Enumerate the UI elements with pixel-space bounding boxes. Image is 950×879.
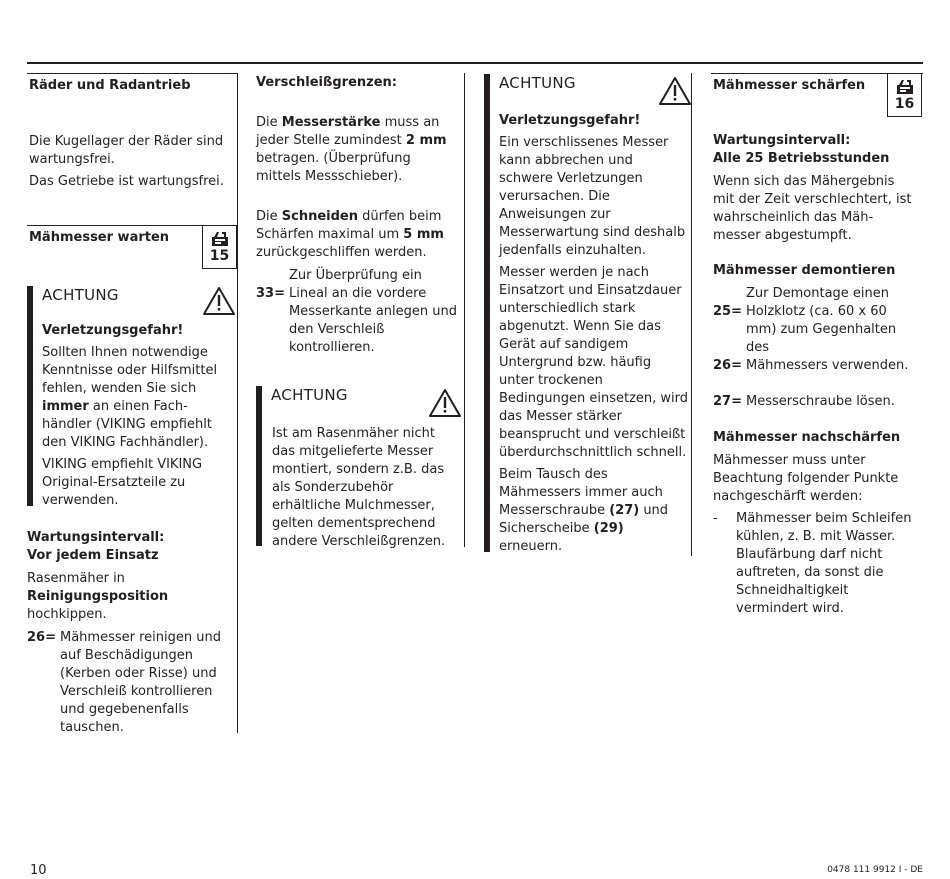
warning-text [499,466,689,556]
warning-subheading: Verletzungsgefahr! [42,323,184,338]
step-number: 26= [27,630,56,645]
col1-text-a [29,133,237,191]
text-run-bold: Reinigungsposition [27,589,169,604]
section-rule [27,73,237,74]
warning-body [42,322,228,510]
text-run: hochkippen. [27,607,107,622]
step-number: 33= [256,286,285,301]
text-run: Sollten Ihnen notwendige Kenntnisse oder Hilfsmittel fehlen, wenden Sie sich [42,345,218,396]
warning-box-col1 [27,286,237,506]
divider-col1 [237,73,238,733]
paragraph: Wenn sich das Mähergebnis mit der Zeit verschlechtert, ist wahrscheinlich das Mäh-messer abgestumpft. [713,174,912,243]
step-text: Mähmessers verwenden. [746,358,909,373]
step-lead: Zur Demontage einen [746,286,890,301]
text-run-bold: Vor jedem Einsatz [27,548,159,563]
text-run-bold: 2 mm [405,133,447,148]
text-run: und Sicherscheibe [499,503,669,536]
text-run: muss an jeder Stelle zumindest [256,115,440,148]
paragraph: Die Kugellager der Räder sind wartungsfrei. [29,134,224,167]
step-27 [713,393,918,411]
paragraph: Das Getriebe ist wartungsfrei. [29,174,224,189]
step-text: Holzklotz (ca. 60 x 60 mm) zum Gegenhalten des [746,304,897,355]
text-run-bold: Wartungsintervall: [27,530,165,545]
warning-text [42,344,228,452]
top-rule [27,62,923,64]
section-title-maehmesser-schaerfen: Mähmesser schärfen [713,78,866,93]
tools-icon [895,79,915,95]
step-number: 26= [713,358,742,373]
bullet-dash: - [713,511,718,526]
tool-badge-15 [202,225,237,269]
text-run: Rasenmäher in [27,571,125,586]
warning-triangle-icon [658,76,692,106]
text-run: zurückgeschliffen werden. [256,245,427,260]
warning-heading: ACHTUNG [42,286,119,304]
badge-number: 15 [209,248,230,264]
text-run-bold: Alle 25 Betriebsstunden [713,151,890,166]
col1-text-b [27,529,235,624]
tool-badge-16 [887,73,922,117]
step-33 [256,285,461,357]
bullet-text: Mähmesser beim Schleifen kühlen, z. B. mit Wasser. Blaufärbung darf nicht auftreten, da sonst die Schneidhaltigkeit vermindert wird. [736,511,912,616]
warning-text: Ist am Rasenmäher nicht das mitgelieferte Messer montiert, sondern z.B. das als Sonderzubehör erhältliche Mulchmesser, gelten dementsprechend andere Verschleißgrenzen. [272,426,446,549]
paragraph: Mähmesser muss unter Beachtung folgender Punkte nachgeschärft werden: [713,453,899,504]
warning-heading: ACHTUNG [499,74,576,92]
text-run: an einen Fach-händler (VIKING empfiehlt den VIKING Fachhändler). [42,399,212,450]
warning-subheading: Verletzungsgefahr! [499,113,641,128]
step-text: Mähmesser reinigen und auf Beschädigungen (Kerben oder Risse) und Verschleiß kontrollieren und gegebenenfalls tauschen. [60,630,221,735]
warning-heading: ACHTUNG [271,386,348,404]
text-run-bold: Messerstärke [281,115,381,130]
warning-triangle-icon [428,388,462,418]
text-run-bold: Schneiden [281,209,358,224]
badge-number: 16 [894,96,915,112]
tools-icon [210,231,230,247]
text-run-bold: 5 mm [403,227,444,242]
section-title-maehmesser-warten: Mähmesser warten [29,230,170,245]
warning-text: Ein verschlissenes Messer kann abbrechen und schwere Verletzungen verursachen. Die Anweisungen zur Messerwartung sind deshalb jedenfalls einzuhalten. [499,135,686,258]
col2-text [256,114,452,262]
divider-col3 [691,73,692,556]
section-title-verschleissgrenzen: Verschleißgrenzen: [256,75,397,90]
text-run: betragen. (Überprüfung mittels Messschieber). [256,151,411,184]
interval-label [27,529,235,565]
doc-code: 0478 111 9912 I - DE [827,865,923,875]
step-lead: Zur Überprüfung ein [289,268,422,283]
divider-col2 [464,73,465,547]
warning-text: VIKING empfiehlt VIKING Original-Ersatzteile zu verwenden. [42,457,203,508]
step-number: 25= [713,304,742,319]
paragraph [256,208,452,262]
warning-text: Messer werden je nach Einsatzort und Einsatzdauer unterschiedlich stark abgenutzt. Wenn Sie das Gerät auf sandigem Untergrund bzw. häufig unter trockenen Bedingungen einsetzen, wird das Messer stärker beansprucht und verschleißt überdurchschnittlich schnell. [499,265,689,460]
paragraph [256,114,452,186]
warning-body [499,112,689,556]
text-run: erneuern. [499,539,563,554]
subheading-nachschaerfen: Mähmesser nachschärfen [713,430,901,445]
step-26 [713,357,918,375]
text-run-bold: (27) [609,503,640,518]
warning-box-col3 [484,74,689,552]
subheading-demontieren: Mähmesser demontieren [713,263,896,278]
text-run: Die [256,115,282,130]
step-text: Lineal an die vordere Messerkante anlegen und den Verschleiß kontrollieren. [289,286,458,355]
step-26 [27,629,236,737]
page-number: 10 [30,863,47,878]
text-run-bold: immer [42,399,89,414]
section-title-raeder: Räder und Radantrieb [29,78,191,93]
interval-label [713,132,918,168]
col4-text-a [713,132,918,280]
text-run: Die [256,209,282,224]
warning-triangle-icon [202,286,236,316]
text-run: dürfen beim Schärfen maximal um [256,209,442,242]
text-run: Beim Tausch des Mähmessers immer auch Messerschraube [499,467,663,518]
step-number: 27= [713,394,742,409]
paragraph [27,570,235,624]
bullet-item [713,510,921,618]
col4-text-b [713,429,918,506]
text-run-bold: (29) [593,521,624,536]
step-text: Messerschraube lösen. [746,394,895,409]
text-run-bold: Wartungsintervall: [713,133,851,148]
step-25 [713,303,918,357]
